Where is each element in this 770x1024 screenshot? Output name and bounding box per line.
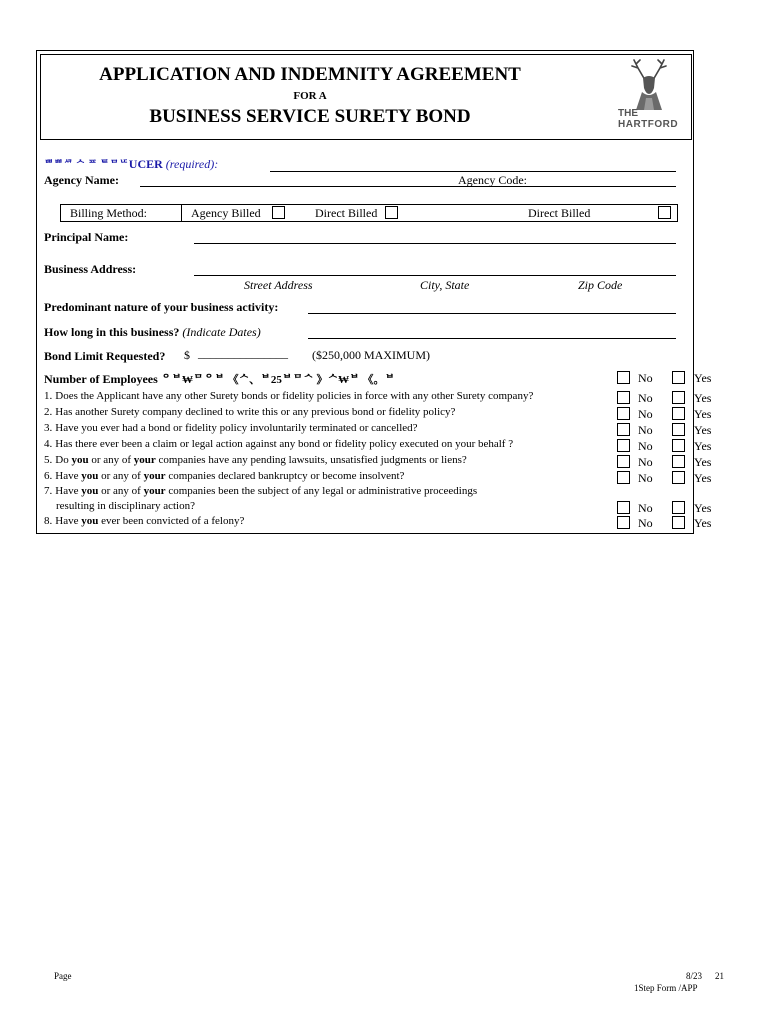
direct-billed-label-1: Direct Billed <box>315 206 378 220</box>
question-4-no-checkbox[interactable] <box>617 439 630 452</box>
employees-garbled: ᄋᄇ₩ᄆᄋᄇ 《ᄉ、ᄇ25ᄇᄆᄾ 》ᄉ₩ᄇ 《。ᄇ <box>160 374 396 386</box>
question-number: 4. <box>44 438 53 450</box>
direct-billed-checkbox-1[interactable] <box>385 206 398 219</box>
question-2-yes-checkbox[interactable] <box>672 407 685 420</box>
business-nature-field[interactable] <box>308 313 676 314</box>
question-number: 2. <box>44 406 53 418</box>
question-yes-label: Yes <box>694 501 712 515</box>
question-text-part: you <box>81 515 99 527</box>
producer-suffix: UCER <box>128 157 163 171</box>
question-yes-label: Yes <box>694 471 712 485</box>
question-5-no-checkbox[interactable] <box>617 455 630 468</box>
employees-yes-checkbox[interactable] <box>672 371 685 384</box>
question-text-part: Does the Applicant have any other Surety bonds or fidelity policies in force with any other Surety company? <box>55 390 534 402</box>
billing-divider <box>181 205 182 221</box>
employees-label-text: Number of Employees <box>44 372 158 386</box>
business-address-label: Business Address: <box>44 262 137 276</box>
street-address-caption: Street Address <box>244 278 313 292</box>
question-text-part: companies have any pending lawsuits, unsatisfied judgments or liens? <box>155 454 467 466</box>
question-yes-label: Yes <box>694 455 712 469</box>
agency-name-field[interactable] <box>140 186 676 187</box>
how-long-field[interactable] <box>308 338 676 339</box>
agency-billed-label: Agency Billed <box>191 206 261 220</box>
bond-limit-dollar: $ <box>184 348 190 362</box>
question-6-no-checkbox[interactable] <box>617 471 630 484</box>
question-8 <box>56 500 195 512</box>
employees-no-label: No <box>638 371 653 385</box>
how-long-hint: (Indicate Dates) <box>182 325 261 339</box>
question-text-part: Have <box>55 515 82 527</box>
question-6-yes-checkbox[interactable] <box>672 471 685 484</box>
agency-billed-checkbox[interactable] <box>272 206 285 219</box>
question-3-yes-checkbox[interactable] <box>672 423 685 436</box>
question-number: 3. <box>44 422 53 434</box>
producer-garbled: ᄈᄈᄸ ᄉ ᄑ ᄐᄆᄕ <box>44 160 129 171</box>
employees-yes-label: Yes <box>694 371 712 385</box>
stag-icon <box>612 58 688 112</box>
zip-code-caption: Zip Code <box>578 278 623 292</box>
question-9-no-checkbox[interactable] <box>617 516 630 529</box>
question-no-label: No <box>638 471 653 485</box>
question-8-yes-checkbox[interactable] <box>672 501 685 514</box>
billing-method-label: Billing Method: <box>70 206 148 220</box>
footer-date: 8/23 <box>686 971 703 981</box>
business-address-field[interactable] <box>194 275 676 276</box>
direct-billed-label-2: Direct Billed <box>528 206 591 220</box>
question-number: 7. <box>44 485 53 497</box>
city-state-caption: City, State <box>420 278 470 292</box>
question-yes-label: Yes <box>694 439 712 453</box>
producer-label <box>44 156 218 172</box>
logo-the: THE <box>618 108 638 119</box>
footer-page: Page <box>54 971 72 981</box>
question-text-part: you <box>71 454 89 466</box>
bond-limit-max: ($250,000 MAXIMUM) <box>312 348 430 362</box>
form-subtitle: BUSINESS SERVICE SURETY BOND <box>149 106 471 127</box>
question-no-label: No <box>638 516 653 530</box>
question-7 <box>44 485 477 497</box>
question-6 <box>44 470 404 482</box>
question-no-label: No <box>638 501 653 515</box>
question-4-yes-checkbox[interactable] <box>672 439 685 452</box>
question-yes-label: Yes <box>694 423 712 437</box>
question-1-yes-checkbox[interactable] <box>672 391 685 404</box>
question-text-part: Has another Surety company declined to write this or any previous bond or fidelity policy? <box>55 406 456 418</box>
principal-name-field[interactable] <box>194 243 676 244</box>
how-long-question: How long in this business? <box>44 325 180 339</box>
question-no-label: No <box>638 423 653 437</box>
question-1 <box>44 390 533 402</box>
question-text-part: resulting in disciplinary action? <box>56 500 195 512</box>
principal-name-label: Principal Name: <box>44 230 129 244</box>
footer-number: 21 <box>715 971 724 981</box>
question-text-part: Has there ever been a claim or legal action against any bond or fidelity policy executed on your behalf ? <box>55 438 514 450</box>
question-text-part: your <box>133 454 156 466</box>
question-text-part: Have <box>55 470 82 482</box>
question-3-no-checkbox[interactable] <box>617 423 630 436</box>
question-no-label: No <box>638 455 653 469</box>
question-no-label: No <box>638 407 653 421</box>
question-no-label: No <box>638 391 653 405</box>
question-3 <box>44 422 418 434</box>
producer-field[interactable] <box>270 171 676 172</box>
question-4 <box>44 438 513 450</box>
how-long-label <box>44 325 261 340</box>
agency-name-label: Agency Name: <box>44 173 119 187</box>
question-text-part: or any of <box>98 485 144 497</box>
question-9-yes-checkbox[interactable] <box>672 516 685 529</box>
question-text-part: you <box>81 485 99 497</box>
question-text-part: Have you ever had a bond or fidelity policy involuntarily terminated or cancelled? <box>55 422 418 434</box>
question-text-part: companies declared bankruptcy or become insolvent? <box>165 470 405 482</box>
hartford-logo <box>612 58 688 136</box>
question-text-part: or any of <box>98 470 144 482</box>
direct-billed-checkbox-2[interactable] <box>658 206 671 219</box>
question-yes-label: Yes <box>694 516 712 530</box>
question-yes-label: Yes <box>694 407 712 421</box>
question-text-part: your <box>143 470 166 482</box>
question-2-no-checkbox[interactable] <box>617 407 630 420</box>
question-text-part: or any of <box>88 454 134 466</box>
form-title: APPLICATION AND INDEMNITY AGREEMENT <box>99 64 521 85</box>
question-number: 5. <box>44 454 53 466</box>
question-no-label: No <box>638 439 653 453</box>
logo-hartford: HARTFORD <box>618 119 679 130</box>
question-number: 8. <box>44 515 53 527</box>
business-nature-label: Predominant nature of your business activity: <box>44 300 279 314</box>
question-text-part: ever been convicted of a felony? <box>98 515 245 527</box>
question-text-part: Do <box>55 454 72 466</box>
footer-form: 1Step Form /APP <box>634 983 698 993</box>
question-number: 1. <box>44 390 53 402</box>
question-text-part: your <box>143 485 166 497</box>
bond-limit-label: Bond Limit Requested? <box>44 349 166 363</box>
question-9 <box>44 515 244 527</box>
agency-code-label: Agency Code: <box>458 173 527 187</box>
question-1-no-checkbox[interactable] <box>617 391 630 404</box>
question-yes-label: Yes <box>694 391 712 405</box>
question-5-yes-checkbox[interactable] <box>672 455 685 468</box>
bond-limit-field[interactable]: _______________ <box>198 346 288 360</box>
employees-no-checkbox[interactable] <box>617 371 630 384</box>
question-text-part: you <box>81 470 99 482</box>
producer-required: (required): <box>165 157 219 171</box>
question-text-part: Have <box>55 485 82 497</box>
question-2 <box>44 406 455 418</box>
question-number: 6. <box>44 470 53 482</box>
question-5 <box>44 454 467 466</box>
question-8-no-checkbox[interactable] <box>617 501 630 514</box>
question-text-part: companies been the subject of any legal or administrative proceedings <box>165 485 478 497</box>
employees-label <box>44 371 395 387</box>
form-for-a: FOR A <box>293 90 327 102</box>
